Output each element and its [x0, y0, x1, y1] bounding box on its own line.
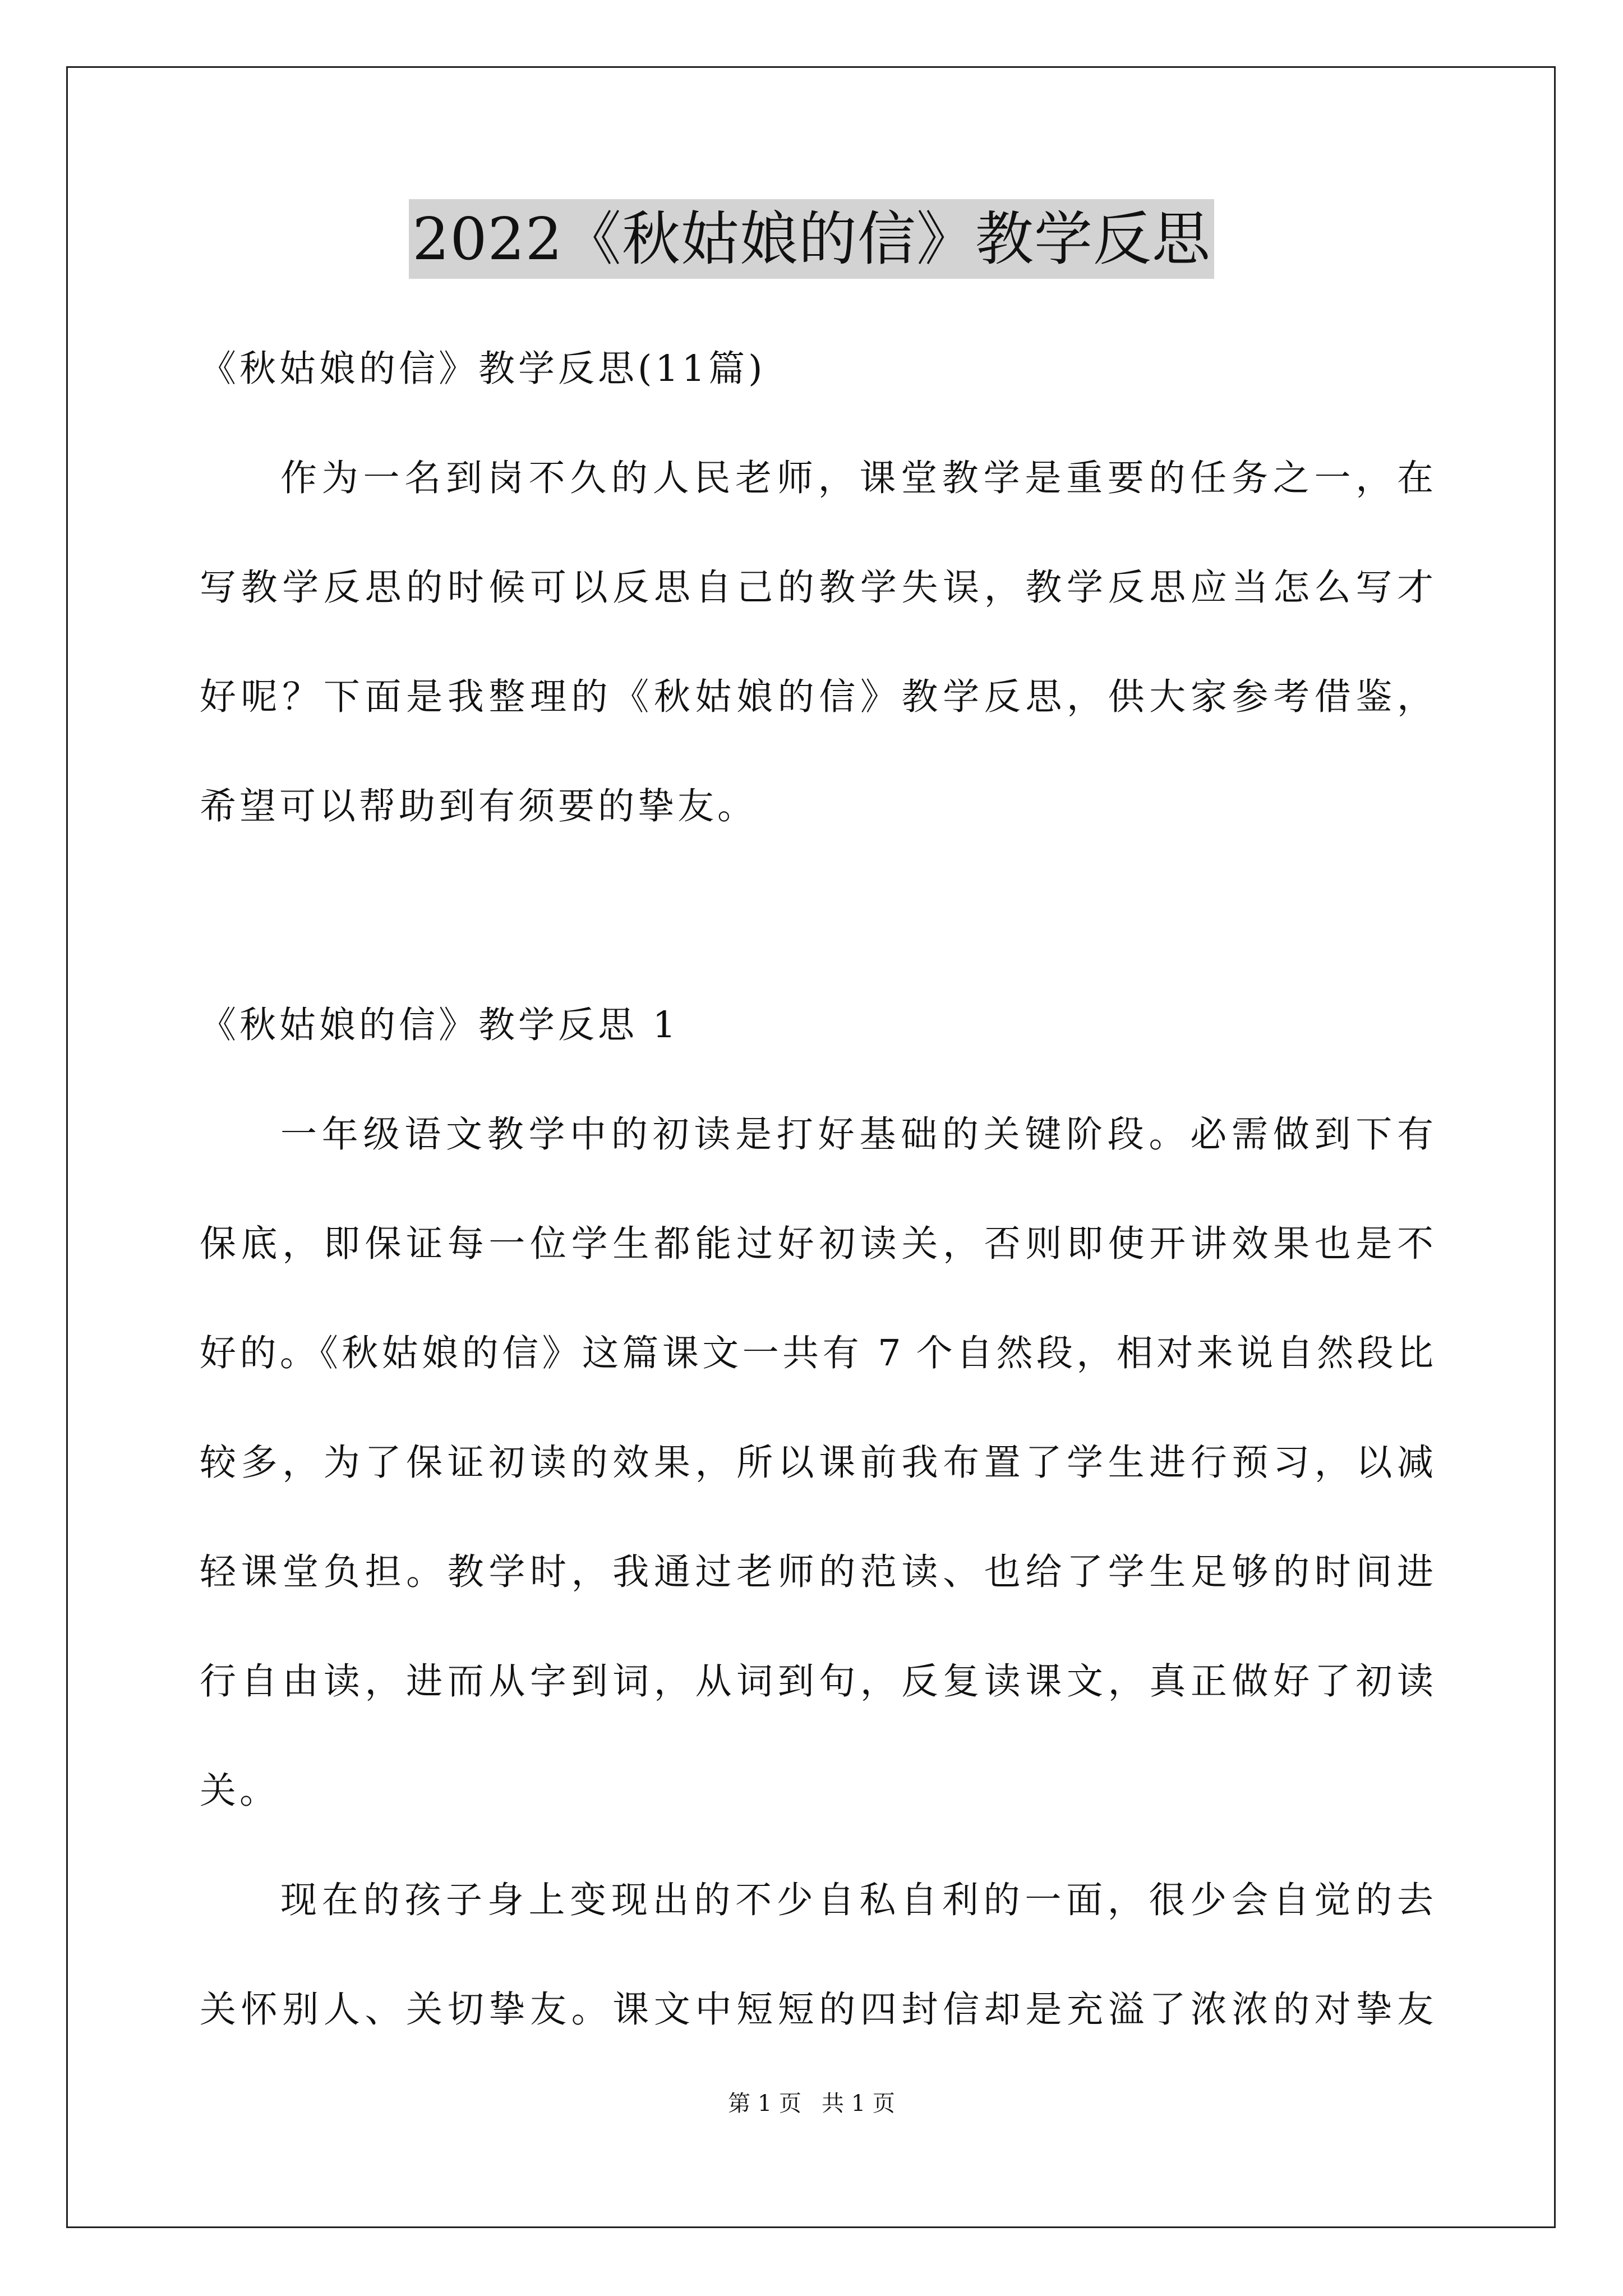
paragraph-line: 好的。《秋姑娘的信》这篇课文一共有 7 个自然段，相对来说自然段比: [200, 1332, 1433, 1374]
section-heading: 《秋姑娘的信》教学反思 1: [200, 1004, 680, 1046]
paragraph-line: 保底，即保证每一位学生都能过好初读关，否则即使开讲效果也是不: [200, 1223, 1433, 1265]
page-total: 共 1 页: [822, 2091, 895, 2116]
blank-line: [200, 861, 1433, 970]
document-subtitle: 《秋姑娘的信》教学反思(11篇): [200, 348, 766, 390]
document-body: [200, 314, 1433, 2064]
intro-line: 写教学反思的时候可以反思自己的教学失误，教学反思应当怎么写才: [200, 567, 1433, 609]
paragraph-line: 较多，为了保证初读的效果，所以课前我布置了学生进行预习，以减: [200, 1442, 1433, 1484]
paragraph-line: 现在的孩子身上变现出的不少自私自利的一面，很少会自觉的去: [280, 1879, 1433, 1921]
paragraph-line: 行自由读，进而从字到词，从词到句，反复读课文，真正做好了初读: [200, 1660, 1433, 1703]
paragraph-line: 轻课堂负担。教学时，我通过老师的范读、也给了学生足够的时间进: [200, 1551, 1433, 1593]
intro-line: 作为一名到岗不久的人民老师，课堂教学是重要的任务之一，在: [280, 457, 1433, 499]
paragraph-line: 关。: [200, 1770, 280, 1812]
intro-line: 希望可以帮助到有须要的挚友。: [200, 785, 758, 827]
paragraph-line: 一年级语文教学中的初读是打好基础的关键阶段。必需做到下有: [280, 1114, 1433, 1156]
document-title: 2022《秋姑娘的信》教学反思: [409, 199, 1214, 279]
title-wrap: [0, 199, 1623, 279]
paragraph-line: 关怀别人、关切挚友。课文中短短的四封信却是充溢了浓浓的对挚友: [200, 1989, 1433, 2031]
intro-line: 好呢？下面是我整理的《秋姑娘的信》教学反思，供大家参考借鉴，: [200, 676, 1433, 718]
page-number: 第 1 页: [728, 2091, 801, 2116]
page-footer: [0, 2087, 1623, 2120]
